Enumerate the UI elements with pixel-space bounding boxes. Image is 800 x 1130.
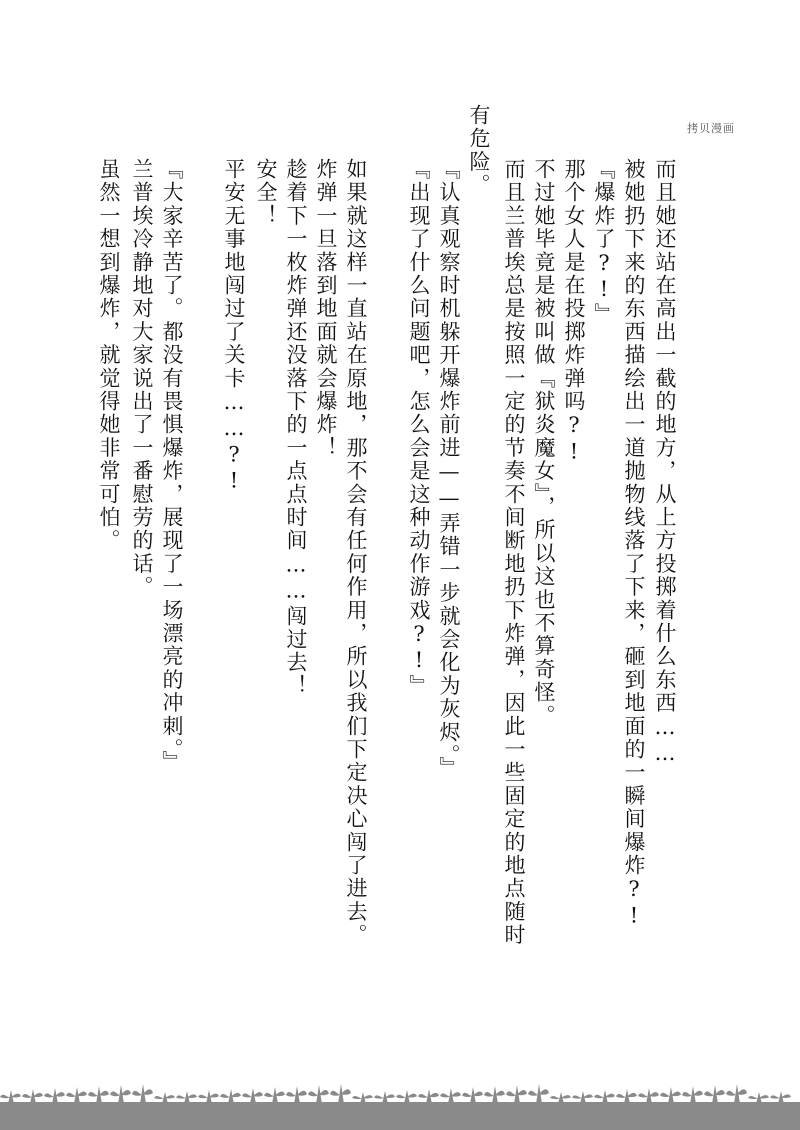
text-column-15: 『大家辛苦了。都没有畏惧爆炸，展现了一场漂亮的冲刺。』 [160, 158, 184, 774]
grass-sprout-icon [418, 1089, 439, 1104]
grass-sprout-icon [66, 1087, 87, 1104]
grass-sprout-icon [396, 1090, 417, 1104]
text-column-4: 那个女人是在投掷炸弹吗?! [562, 158, 586, 466]
grass-sprout-icon [594, 1090, 615, 1104]
text-column-2: 被她扔下来的东西描绘出一道抛物线落了下来，砸到地面的一瞬间爆炸?! [622, 158, 646, 930]
grass-border [0, 1068, 800, 1130]
grass-sprout-icon [660, 1087, 681, 1104]
grass-sprout-icon [528, 1084, 549, 1104]
grass-sprout-icon [198, 1090, 219, 1104]
text-column-7: 有危险。 [467, 104, 491, 197]
text-column-6: 而且兰普埃总是按照一定的节奏不间断地扔下炸弹，因此一些固定的地点随时 [502, 158, 526, 947]
text-column-3: 『爆炸了?!』 [592, 158, 616, 327]
text-column-17: 虽然一想到爆炸，就觉得她非常可怕。 [97, 158, 121, 553]
grass-sprout-icon [308, 1085, 329, 1104]
grass-sprout-icon [682, 1086, 703, 1104]
grass-sprout-icon [638, 1088, 659, 1104]
text-column-8: 『认真观察时机躲开爆炸前进——弄错一步就会化为灰烬。』 [437, 158, 461, 780]
text-column-11: 炸弹一旦落到地面就会爆炸！ [314, 158, 338, 460]
grass-sprout-icon [88, 1086, 109, 1104]
grass-sprout-icon [484, 1086, 505, 1104]
grass-sprout-icon [264, 1087, 285, 1104]
grass-sprout-icon [704, 1085, 725, 1104]
grass-sprout-icon [330, 1084, 351, 1104]
grass-sprout-icon [242, 1088, 263, 1104]
grass-sprout-icon [110, 1085, 131, 1104]
grass-sprout-icon [616, 1089, 637, 1104]
grass-sprout-icon [462, 1087, 483, 1104]
text-column-5: 不过她毕竟是被叫做『狱炎魔女』，所以这也不算奇怪。 [532, 158, 556, 728]
grass-sprout-icon [220, 1089, 241, 1104]
grass-sprout-icon [0, 1090, 21, 1104]
text-column-10: 如果就这样一直站在原地，那不会有任何作用，所以我们下定决心闯了进去。 [344, 158, 368, 947]
grass-sprout-icon [132, 1084, 153, 1104]
text-column-16: 兰普埃冷静地对大家说出了一番慰劳的话。 [130, 158, 154, 599]
text-column-12: 趁着下一枚炸弹还没落下的一点点时间……闯过去！ [284, 158, 308, 698]
grass-base [0, 1102, 800, 1130]
grass-sprout-icon [44, 1088, 65, 1104]
text-column-14: 平安无事地闯过了关卡……?! [222, 158, 246, 495]
grass-sprout-icon [286, 1086, 307, 1104]
text-column-9: 『出现了什么问题吧，怎么会是这种动作游戏?!』 [407, 158, 431, 698]
grass-sprout-icon [22, 1089, 43, 1104]
grass-sprout-icon [440, 1088, 461, 1104]
text-column-13: 安全！ [254, 158, 278, 228]
watermark: 拷贝漫画 [687, 122, 735, 135]
grass-sprout-icon [726, 1084, 747, 1104]
grass-sprout-icon [506, 1085, 527, 1104]
text-column-1: 而且她还站在高出一截的地方，从上方投掷着什么东西…… [653, 158, 677, 768]
